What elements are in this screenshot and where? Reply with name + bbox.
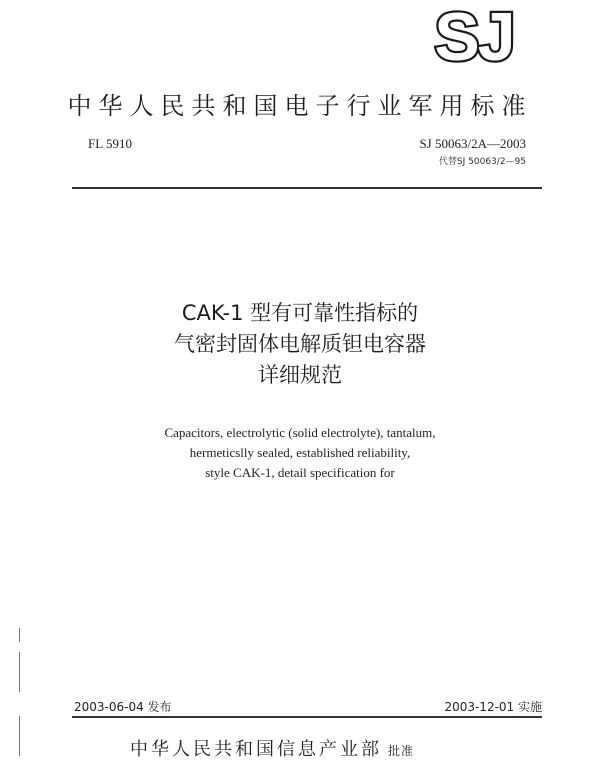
sj-logo-mark [418, 4, 530, 68]
footer-divider [72, 716, 542, 718]
english-title [0, 423, 600, 483]
issue-date: 2003-06-04 发布 [74, 700, 172, 714]
english-title-line-3: style CAK-1, detail specification for [205, 465, 395, 480]
replaces-standard: 代替SJ 50063/2—95 [438, 157, 526, 167]
chinese-title-line-3: 详细规范 [258, 363, 342, 387]
standard-number: SJ 50063/2A—2003 [419, 136, 526, 151]
english-title-line-2: hermeticslly sealed, established reliability, [189, 445, 411, 460]
chinese-title-line-2: 气密封固体电解质钽电容器 [174, 332, 426, 356]
classification-code: FL 5910 [88, 136, 132, 151]
binding-margin-marks [19, 628, 21, 758]
approval-mark: 批准 [388, 744, 415, 758]
standard-category-title: 中华人民共和国电子行业军用标准 [67, 92, 533, 120]
publisher-name: 中华人民共和国信息产业部 [130, 739, 382, 760]
header-divider [72, 187, 542, 189]
chinese-title-line-1: CAK-1 型有可靠性指标的 [181, 301, 419, 325]
english-title-line-1: Capacitors, electrolytic (solid electrolyte), tantalum, [164, 425, 436, 440]
sj-logo [418, 4, 530, 68]
publisher [130, 735, 414, 761]
chinese-title [0, 298, 600, 391]
sj-logo-text: SJ [434, 4, 514, 68]
implementation-date: 2003-12-01 实施 [444, 700, 542, 714]
